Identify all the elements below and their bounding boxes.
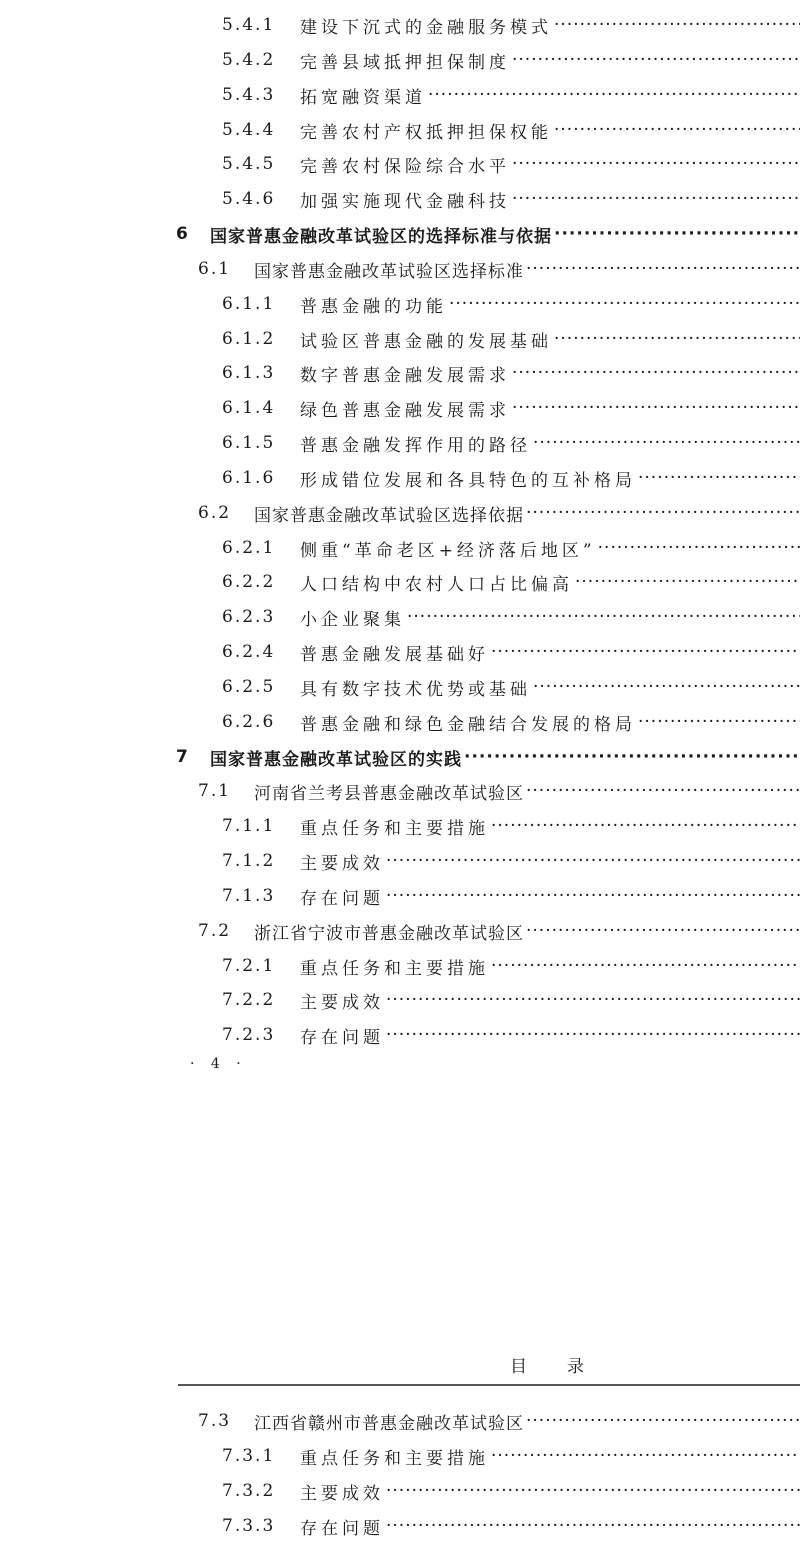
dot-leader [449,294,800,314]
toc-entry-number: 7 [176,747,190,767]
toc-entry-title: 小企业聚集 [300,609,405,630]
toc-entry-number: 6.2.3 [222,607,276,627]
toc-entry[interactable] [0,881,800,911]
dot-leader [526,503,800,523]
dot-leader [512,50,800,70]
dot-leader [554,224,800,244]
toc-entry[interactable] [0,358,800,388]
header-rule [178,1384,800,1386]
dot-leader [638,712,800,732]
dot-leader [512,189,800,209]
dot-leader [464,747,800,767]
toc-entry-number: 7.3.2 [222,1481,276,1501]
toc-entry[interactable] [0,707,800,737]
toc-entry-title: 拓宽融资渠道 [300,87,426,108]
dot-leader [386,990,800,1010]
toc-entry[interactable] [0,637,800,667]
toc-entry-title: 国家普惠金融改革试验区的实践 [210,749,462,770]
toc-entry-number: 7.2.3 [222,1025,276,1045]
page-number: · 4 · [190,1056,247,1072]
dot-leader [386,851,800,871]
toc-entry-number: 7.3.1 [222,1446,276,1466]
toc-entry-number: 5.4.1 [222,15,276,35]
toc-entry-title: 完善农村保险综合水平 [300,156,510,177]
dot-leader [533,433,800,453]
toc-entry-number: 6.1.4 [222,398,276,418]
toc-entry-number: 7.1 [198,781,232,801]
toc-entry-number: 7.3.3 [222,1516,276,1536]
toc-entry-title: 国家普惠金融改革试验区的选择标准与依据 [210,226,552,247]
toc-entry-title: 主要成效 [300,853,384,874]
toc-entry-number: 5.4.2 [222,50,276,70]
toc-section-entry[interactable] [0,916,800,946]
toc-entry-title: 完善县域抵押担保制度 [300,52,510,73]
toc-section-entry[interactable] [0,776,800,806]
toc-entry-number: 6.1.6 [222,468,276,488]
toc-entry-number: 7.1.1 [222,816,276,836]
dot-leader [554,15,800,35]
toc-entry[interactable] [0,533,800,563]
toc-entry-title: 完善农村产权抵押担保权能 [300,122,552,143]
toc-entry-title: 河南省兰考县普惠金融改革试验区 [254,783,524,804]
dot-leader [638,468,800,488]
toc-chapter-entry[interactable] [0,742,800,772]
dot-leader [526,259,800,279]
toc-entry-title: 数字普惠金融发展需求 [300,365,510,386]
toc-entry-title: 存在问题 [300,1518,384,1539]
dot-leader [512,363,800,383]
toc-entry-title: 形成错位发展和各具特色的互补格局 [300,470,636,491]
toc-entry[interactable] [0,428,800,458]
dot-leader [598,538,800,558]
toc-entry-number: 7.2.2 [222,990,276,1010]
toc-entry-title: 普惠金融发挥作用的路径 [300,435,531,456]
toc-entry-number: 6.1.1 [222,294,276,314]
dot-leader [491,642,800,662]
toc-entry[interactable] [0,846,800,876]
toc-entry-title: 浙江省宁波市普惠金融改革试验区 [254,923,524,944]
toc-entry-number: 7.2 [198,921,232,941]
dot-leader [533,677,800,697]
toc-entry[interactable] [0,184,800,214]
toc-entry[interactable] [0,289,800,319]
toc-entry[interactable] [0,951,800,981]
toc-entry[interactable] [0,45,800,75]
toc-entry[interactable] [0,811,800,841]
toc-entry-title: 存在问题 [300,1027,384,1048]
toc-entry-title: 侧重“革命老区+经济落后地区” [300,540,596,561]
dot-leader [575,572,800,592]
toc-entry-number: 6.1.3 [222,363,276,383]
toc-entry-title: 存在问题 [300,888,384,909]
toc-entry-number: 5.4.6 [222,189,276,209]
toc-entry-title: 人口结构中农村人口占比偏高 [300,574,573,595]
toc-chapter-entry[interactable] [0,219,800,249]
toc-entry-title: 重点任务和主要措施 [300,1448,489,1469]
toc-entry-number: 6.1.2 [222,329,276,349]
dot-leader [386,1516,800,1536]
toc-entry-number: 6.2.5 [222,677,276,697]
toc-entry-number: 5.4.4 [222,120,276,140]
toc-entry-number: 7.2.1 [222,956,276,976]
toc-entry[interactable] [0,672,800,702]
toc-entry-title: 重点任务和主要措施 [300,958,489,979]
toc-entry-number: 6.2.2 [222,572,276,592]
toc-entry-number: 6.2.4 [222,642,276,662]
toc-entry-title: 加强实施现代金融科技 [300,191,510,212]
toc-entry[interactable] [0,463,800,493]
dot-leader [554,120,800,140]
toc-entry[interactable] [0,602,800,632]
toc-entry-title: 重点任务和主要措施 [300,818,489,839]
toc-entry-number: 6 [176,224,190,244]
toc-entry[interactable] [0,324,800,354]
toc-entry-title: 主要成效 [300,1483,384,1504]
toc-entry-number: 7.3 [198,1411,232,1431]
toc-entry[interactable] [0,1020,800,1050]
dot-leader [386,886,800,906]
toc-entry-title: 主要成效 [300,992,384,1013]
dot-leader [491,816,800,836]
dot-leader [386,1025,800,1045]
toc-section-entry[interactable] [0,498,800,528]
toc-entry[interactable] [0,393,800,423]
toc-entry[interactable] [0,80,800,110]
dot-leader [526,1411,800,1431]
toc-entry-title: 国家普惠金融改革试验区选择标准 [254,261,524,282]
dot-leader [491,956,800,976]
toc-entry-title: 具有数字技术优势或基础 [300,679,531,700]
toc-entry-number: 5.4.3 [222,85,276,105]
toc-entry[interactable] [0,1441,800,1471]
toc-entry-number: 6.1.5 [222,433,276,453]
toc-entry[interactable] [0,149,800,179]
dot-leader [407,607,800,627]
running-head-title: 目录 [510,1357,624,1377]
toc-entry[interactable] [0,1476,800,1506]
dot-leader [526,921,800,941]
toc-entry-number: 5.4.5 [222,154,276,174]
dot-leader [491,1446,800,1466]
toc-entry-title: 国家普惠金融改革试验区选择依据 [254,505,524,526]
toc-entry-title: 绿色普惠金融发展需求 [300,400,510,421]
toc-section-entry[interactable] [0,1406,800,1436]
toc-entry[interactable] [0,1511,800,1541]
dot-leader [512,154,800,174]
toc-entry-number: 7.1.3 [222,886,276,906]
dot-leader [386,1481,800,1501]
toc-entry-title: 试验区普惠金融的发展基础 [300,331,552,352]
toc-section-entry[interactable] [0,254,800,284]
toc-entry-title: 普惠金融的功能 [300,296,447,317]
toc-entry-number: 6.2 [198,503,232,523]
toc-entry[interactable] [0,985,800,1015]
toc-entry-title: 江西省赣州市普惠金融改革试验区 [254,1413,524,1434]
toc-entry-number: 6.2.6 [222,712,276,732]
toc-entry[interactable] [0,10,800,40]
toc-entry[interactable] [0,567,800,597]
toc-entry-number: 6.2.1 [222,538,276,558]
toc-entry-number: 6.1 [198,259,232,279]
dot-leader [428,85,800,105]
dot-leader [554,329,800,349]
dot-leader [512,398,800,418]
toc-entry[interactable] [0,115,800,145]
dot-leader [526,781,800,801]
toc-entry-title: 普惠金融和绿色金融结合发展的格局 [300,714,636,735]
toc-entry-number: 7.1.2 [222,851,276,871]
toc-entry-title: 建设下沉式的金融服务模式 [300,17,552,38]
toc-entry-title: 普惠金融发展基础好 [300,644,489,665]
